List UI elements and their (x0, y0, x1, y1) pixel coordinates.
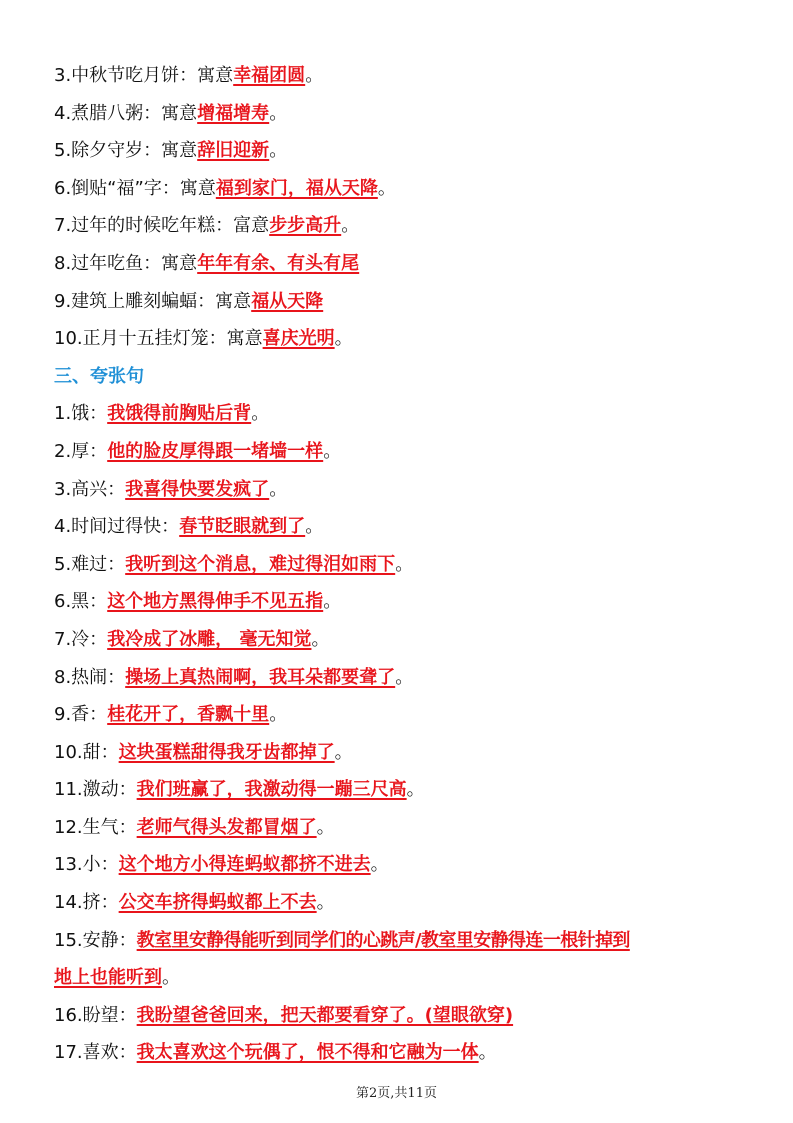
list-item (54, 696, 774, 734)
list-item (54, 846, 774, 884)
page-content (54, 57, 774, 1072)
list-item-continuation (54, 959, 774, 997)
item-label: 5.除夕守岁：寓意 (54, 140, 198, 162)
item-label: 7.过年的时候吃年糕：富意 (54, 215, 270, 237)
list-item (54, 659, 774, 697)
section-heading: 三、夸张句 (54, 365, 144, 387)
item-label: 8.过年吃鱼：寓意 (54, 252, 198, 274)
item-answer: 地上也能听到 (54, 967, 162, 989)
item-tail: 。 (269, 478, 288, 500)
list-item (54, 621, 774, 659)
item-answer: 这个地方黑得伸手不见五指 (107, 591, 324, 613)
item-answer: 我喜得快要发疯了 (125, 478, 270, 500)
item-label: 9.建筑上雕刻蝙蝠：寓意 (54, 290, 252, 312)
item-answer: 桂花开了，香飘十里 (107, 704, 270, 726)
item-label: 9.香： (54, 704, 108, 726)
list-item (54, 734, 774, 772)
item-answer: 我太喜欢这个玩偶了，恨不得和它融为一体 (136, 1042, 479, 1064)
item-answer: 我盼望爸爸回来，把天都要看穿了。(望眼欲穿) (136, 1004, 514, 1026)
item-tail: 。 (395, 666, 414, 688)
item-answer: 我们班赢了，我激动得一蹦三尺高 (136, 779, 407, 801)
item-label: 6.倒贴“福”字：寓意 (54, 177, 216, 199)
item-label: 12.生气： (54, 816, 137, 838)
list-item (54, 508, 774, 546)
item-label: 2.厚： (54, 440, 108, 462)
item-label: 13.小： (54, 854, 119, 876)
list-item (54, 433, 774, 471)
item-label: 8.热闹： (54, 666, 126, 688)
item-tail: 。 (478, 1042, 497, 1064)
item-label: 3.高兴： (54, 478, 126, 500)
item-answer: 公交车挤得蚂蚁都上不去 (118, 892, 317, 914)
item-label: 14.挤： (54, 892, 119, 914)
list-item (54, 95, 774, 133)
customs-list (54, 57, 774, 358)
item-label: 5.难过： (54, 553, 126, 575)
item-tail: 。 (334, 328, 353, 350)
item-tail: 。 (305, 65, 324, 86)
item-answer: 操场上真热闹啊，我耳朵都要聋了 (125, 666, 396, 688)
item-tail: 。 (341, 215, 360, 237)
item-tail: 。 (251, 403, 270, 425)
list-item (54, 132, 774, 170)
item-label: 6.黑： (54, 591, 108, 613)
item-tail: 。 (316, 892, 335, 914)
item-tail: 。 (377, 177, 396, 199)
item-tail: 。 (269, 102, 288, 124)
item-label: 17.喜欢： (54, 1042, 137, 1064)
list-item (54, 395, 774, 433)
item-tail: 。 (269, 704, 288, 726)
item-label: 4.时间过得快： (54, 516, 180, 538)
item-tail: 。 (395, 553, 414, 575)
item-tail: 。 (269, 140, 288, 162)
item-answer: 这块蛋糕甜得我牙齿都掉了 (118, 741, 335, 763)
list-item (54, 471, 774, 509)
item-answer: 我听到这个消息，难过得泪如雨下 (125, 553, 396, 575)
list-item (54, 809, 774, 847)
item-label: 16.盼望： (54, 1004, 137, 1026)
item-answer: 福到家门，福从天降 (215, 177, 378, 199)
item-answer: 增福增寿 (197, 102, 270, 124)
list-item (54, 922, 774, 960)
item-answer: 他的脸皮厚得跟一堵墙一样 (107, 440, 324, 462)
list-item (54, 583, 774, 621)
item-answer: 老师气得头发都冒烟了 (136, 816, 317, 838)
item-answer: 辞旧迎新 (197, 140, 270, 162)
item-tail: 。 (370, 854, 389, 876)
item-label: 7.冷： (54, 628, 108, 650)
item-answer: 福从天降 (251, 290, 324, 312)
item-label: 10.甜： (54, 741, 119, 763)
item-tail: 。 (305, 516, 324, 538)
list-item (54, 170, 774, 208)
list-item (54, 997, 774, 1035)
item-answer: 春节眨眼就到了 (179, 516, 306, 538)
item-answer: 幸福团圆 (233, 65, 306, 86)
item-tail: 。 (323, 591, 342, 613)
list-item (54, 771, 774, 809)
list-item (54, 884, 774, 922)
list-item (54, 1034, 774, 1072)
item-label: 1.饿： (54, 403, 108, 425)
item-label: 10.正月十五挂灯笼：寓意 (54, 328, 263, 350)
list-item (54, 57, 774, 95)
item-label: 15.安静： (54, 929, 137, 951)
item-tail: 。 (323, 440, 342, 462)
list-item (54, 546, 774, 584)
item-tail: 。 (334, 741, 353, 763)
item-answer: 年年有余、有头有尾 (197, 252, 360, 274)
list-item (54, 245, 774, 283)
item-answer: 这个地方小得连蚂蚁都挤不进去 (118, 854, 371, 876)
item-answer: 我饿得前胸贴后背 (107, 403, 252, 425)
item-answer: 步步高升 (269, 215, 342, 237)
page-footer: 第2页,共11页 (356, 1086, 437, 1101)
item-answer: 我冷成了冰雕， 毫无知觉 (107, 628, 312, 650)
item-tail: 。 (406, 779, 425, 801)
list-item (54, 320, 774, 358)
list-item (54, 283, 774, 321)
item-tail: 。 (316, 816, 335, 838)
item-answer: 教室里安静得能听到同学们的心跳声/教室里安静得连一根针掉到 (136, 929, 630, 951)
item-tail: 。 (162, 967, 180, 989)
item-label: 11.激动： (54, 779, 137, 801)
hyperbole-list (54, 395, 774, 1072)
item-tail: 。 (311, 628, 330, 650)
item-label: 3.中秋节吃月饼：寓意 (54, 65, 234, 86)
item-label: 4.煮腊八粥：寓意 (54, 102, 198, 124)
item-answer: 喜庆光明 (262, 328, 335, 350)
list-item (54, 207, 774, 245)
